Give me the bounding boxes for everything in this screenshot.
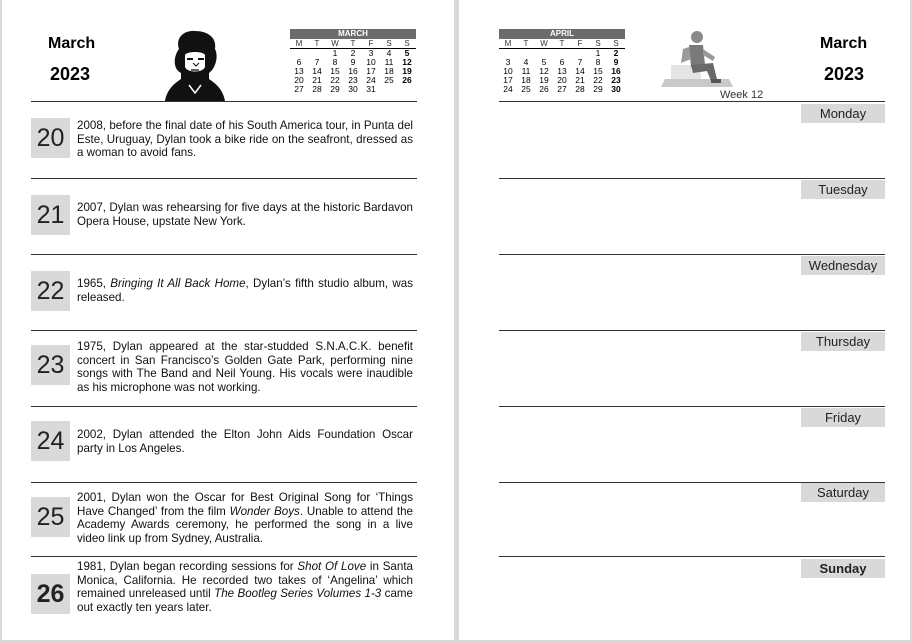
- mini-calendar-march: [290, 29, 416, 94]
- weekday: W: [331, 39, 339, 48]
- date-cell: 30: [348, 84, 358, 94]
- date-cell: 16: [348, 66, 358, 76]
- weekday: S: [595, 39, 601, 48]
- date-cell: 7: [314, 57, 320, 67]
- date-cell: 1: [595, 48, 601, 58]
- entry-text: 1981, Dylan began recording sessions for Shot Of Love in Santa Monica, California. He recorded two takes of ‘Angelina’ which remained unreleased until The Bootleg Series Volumes 1-3 came out exactly ten years later.: [77, 560, 413, 614]
- date-cell: 27: [294, 84, 304, 94]
- date-cell: 23: [348, 75, 358, 85]
- date-cell: 5: [541, 57, 547, 67]
- date-cell: 20: [294, 75, 304, 85]
- divider: [31, 254, 417, 255]
- date-cell: 2: [350, 48, 356, 58]
- day-number: 25: [31, 497, 70, 537]
- date-cell: 29: [593, 84, 603, 94]
- date-cell: 3: [505, 57, 511, 67]
- date-cell: 28: [575, 84, 585, 94]
- day-label-sunday: Sunday: [801, 559, 885, 578]
- date-cell: 1: [332, 48, 338, 58]
- weekday: S: [386, 39, 392, 48]
- date-cell: 8: [595, 57, 601, 67]
- date-cell: 26: [402, 75, 412, 85]
- entry-text: 2007, Dylan was rehearsing for five days at the historic Bardavon Opera House, upstate New York.: [77, 201, 413, 228]
- date-cell: 15: [330, 66, 340, 76]
- date-cell: 13: [294, 66, 304, 76]
- date-cell: 18: [521, 75, 531, 85]
- weekday: T: [559, 39, 565, 48]
- date-cell: 5: [404, 48, 410, 58]
- mini-calendar-title: MARCH: [290, 29, 416, 39]
- date-cell: 6: [296, 57, 302, 67]
- date-cell: 14: [312, 66, 322, 76]
- weekday: W: [540, 39, 548, 48]
- weekday: T: [523, 39, 529, 48]
- date-cell: 22: [593, 75, 603, 85]
- weekday: S: [613, 39, 619, 48]
- divider: [499, 101, 885, 102]
- date-cell: 4: [386, 48, 392, 58]
- entry-text: 1965, Bringing It All Back Home, Dylan’s fifth studio album, was released.: [77, 277, 413, 304]
- date-cell: 27: [557, 84, 567, 94]
- divider: [499, 406, 885, 407]
- divider: [31, 556, 417, 557]
- date-cell: [380, 85, 398, 94]
- date-cell: 3: [368, 48, 374, 58]
- date-cell: 7: [577, 57, 583, 67]
- divider: [499, 178, 885, 179]
- date-cell: 14: [575, 66, 585, 76]
- date-cell: 23: [611, 75, 621, 85]
- date-cell: 26: [539, 84, 549, 94]
- date-cell: 19: [539, 75, 549, 85]
- date-cell: 20: [557, 75, 567, 85]
- week-number: Week 12: [720, 89, 764, 101]
- date-cell: 6: [559, 57, 565, 67]
- date-cell: 28: [312, 84, 322, 94]
- date-cell: 16: [611, 66, 621, 76]
- left-page: [2, 0, 454, 640]
- day-label-saturday: Saturday: [801, 483, 885, 502]
- date-cell: 9: [613, 57, 619, 67]
- week-row: [290, 85, 416, 94]
- mini-calendar-april: [499, 29, 625, 94]
- date-cell: 10: [366, 57, 376, 67]
- date-cell: 8: [332, 57, 338, 67]
- weekday: F: [577, 39, 583, 48]
- date-cell: 10: [503, 66, 513, 76]
- date-cell: 17: [503, 75, 513, 85]
- date-cell: 13: [557, 66, 567, 76]
- divider: [31, 101, 417, 102]
- divider: [31, 406, 417, 407]
- mini-calendar-title: APRIL: [499, 29, 625, 39]
- weekday: M: [504, 39, 512, 48]
- weekday: M: [295, 39, 303, 48]
- date-cell: 9: [350, 57, 356, 67]
- date-cell: 15: [593, 66, 603, 76]
- date-cell: 21: [575, 75, 585, 85]
- date-cell: 24: [366, 75, 376, 85]
- weekday: F: [368, 39, 374, 48]
- date-cell: 24: [503, 84, 513, 94]
- weekday-row: [499, 39, 625, 49]
- date-cell: 25: [521, 84, 531, 94]
- day-label-wednesday: Wednesday: [801, 256, 885, 275]
- date-cell: 30: [611, 84, 621, 94]
- date-cell: 12: [402, 57, 412, 67]
- divider: [31, 482, 417, 483]
- divider: [31, 178, 417, 179]
- day-number: 24: [31, 421, 70, 461]
- date-cell: 19: [402, 66, 412, 76]
- entry-text: 2001, Dylan won the Oscar for Best Original Song for ‘Things Have Changed’ from the film Wonder Boys. Unable to attend the Academy Awards ceremony, he performed the song in a live video link up from Sydney, Australia.: [77, 491, 414, 545]
- day-number: 23: [31, 345, 70, 385]
- date-cell: 29: [330, 84, 340, 94]
- entry-text: 2008, before the final date of his South America tour, in Punta del Este, Uruguay, Dylan took a bike ride on the seafront, dressed as a woman to avoid fans.: [77, 119, 413, 160]
- date-cell: 12: [539, 66, 549, 76]
- weekday: S: [404, 39, 410, 48]
- right-page: [459, 0, 910, 640]
- divider: [499, 556, 885, 557]
- portrait-illustration: [165, 29, 225, 101]
- day-number: 22: [31, 271, 70, 311]
- seated-figure-illustration: [661, 29, 733, 91]
- month-heading: March: [48, 35, 96, 52]
- date-cell: 11: [521, 66, 531, 76]
- date-cell: 25: [384, 75, 394, 85]
- date-cell: 4: [523, 57, 529, 67]
- entry-text: 1975, Dylan appeared at the star-studded S.N.A.C.K. benefit concert in San Francisco’s Golden Gate Park, performing nine songs with The Band and Neil Young. His vocals were inaudible as his microphone was not working.: [77, 340, 413, 394]
- divider: [31, 330, 417, 331]
- day-number: 20: [31, 118, 70, 158]
- day-label-thursday: Thursday: [801, 332, 885, 351]
- divider: [499, 330, 885, 331]
- entry-text: 2002, Dylan attended the Elton John Aids Foundation Oscar party in Los Angeles.: [77, 428, 413, 455]
- day-label-monday: Monday: [801, 104, 885, 123]
- date-cell: [398, 85, 416, 94]
- day-number: 21: [31, 195, 70, 235]
- weekday: T: [350, 39, 356, 48]
- weekday: T: [314, 39, 320, 48]
- date-cell: 2: [613, 48, 619, 58]
- divider: [499, 254, 885, 255]
- year-heading: 2023: [50, 64, 91, 84]
- date-cell: 21: [312, 75, 322, 85]
- month-heading: March: [820, 35, 868, 52]
- date-cell: 18: [384, 66, 394, 76]
- date-cell: 11: [384, 57, 394, 67]
- day-label-friday: Friday: [801, 408, 885, 427]
- week-row: [499, 85, 625, 94]
- day-label-tuesday: Tuesday: [801, 180, 885, 199]
- date-cell: 31: [366, 84, 376, 94]
- day-number: 26: [31, 574, 70, 614]
- date-cell: 22: [330, 75, 340, 85]
- year-heading: 2023: [824, 64, 865, 84]
- date-cell: 17: [366, 66, 376, 76]
